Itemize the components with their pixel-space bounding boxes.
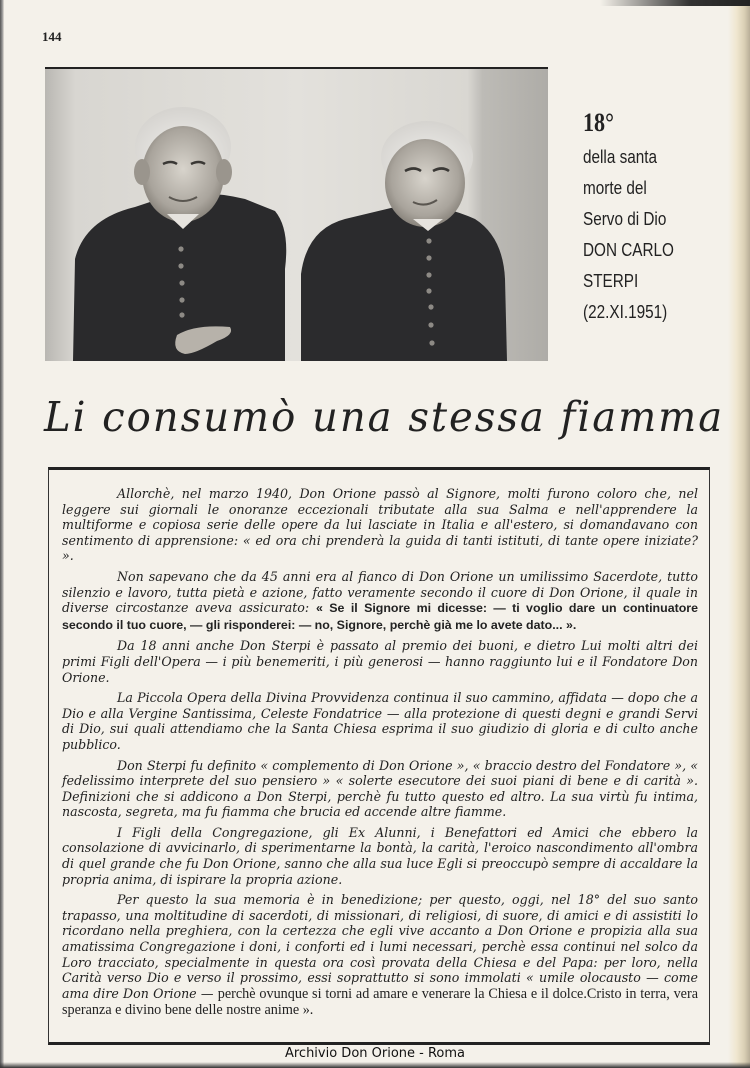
anniversary-number: 18° — [583, 108, 614, 137]
paragraph-bold-quote: « Se il Signore mi dicesse: — ti voglio dare un continuatore secondo il tuo cuore, — gli risponderei: — no, Signore, perchè già me lo avete dato... ». — [62, 601, 698, 632]
caption-line: Servo di Dio — [583, 209, 667, 229]
article-paragraph: I Figli della Congregazione, gli Ex Alunni, i Benefattori ed Amici che ebbero la consolazione di avvicinarlo, di sperimentarne la bontà, la carità, l'eroico nascondimento all'ombra di quel grande che fu Don Orione, sanno che alla sua luce Egli si preoccupò sempre di accaldare la propria anima, di ispirare la propria azione. — [62, 824, 698, 887]
caption-line: STERPI — [583, 271, 639, 291]
photo-illustration — [45, 69, 548, 361]
article-title: Li consumò una stessa fiamma — [44, 393, 725, 441]
caption-line: DON CARLO — [583, 240, 674, 260]
article-paragraph — [62, 569, 698, 633]
scan-top-shadow — [600, 0, 750, 6]
caption-line: (22.XI.1951) — [583, 302, 668, 322]
article-paragraph: Don Sterpi fu definito « complemento di Don Orione », « braccio destro del Fondatore », « fedelissimo interprete del suo pensiero » « solerte esecutore dei suoi piani di bene e di carità ». Definizioni che si addicono a Don Sterpi, perchè fu tutto questo ed altro. La sua virtù fu intima, nascosta, segreta, ma fu fiamma che brucia ed accende altre fiamme. — [62, 757, 698, 820]
article-paragraph: Da 18 anni anche Don Sterpi è passato al premio dei buoni, e dietro Lui molti altri dei primi Figli dell'Opera — i più benemeriti, i più generosi — hanno raggiunto lui e il Fondatore Don Orione. — [62, 638, 698, 685]
page-binding-shadow — [0, 0, 4, 1068]
article-paragraph: Allorchè, nel marzo 1940, Don Orione passò al Signore, molti furono coloro che, nel leggere sui giornali le onoranze eccezionali tributate alla sua Salma e nell'apprendere la multiforme e copiosa serie delle opere da lui lasciate in Italia e all'estero, si domandavano con sentimento di apprensione: « ed ora chi prenderà la guida di tanti istituti, di tante opere iniziate? ». — [62, 486, 698, 564]
article-paragraph: La Piccola Opera della Divina Provvidenza continua il suo cammino, affidata — dopo che a Dio e alla Vergine Santissima, Celeste Fondatrice — alla protezione di questi degni e grandi Servi di Dio, sui quali attendiamo che la Santa Chiesa esprima il suo giudizio di gloria e di culto anche pubblico. — [62, 690, 698, 752]
anniversary-caption — [583, 108, 723, 328]
caption-line: morte del — [583, 178, 647, 198]
article-body — [62, 486, 698, 1024]
archive-footer: Archivio Don Orione - Roma — [284, 1046, 466, 1061]
paragraph-italic-part: Per questo la sua memoria è in benedizione; per questo, oggi, nel 18° del suo santo trapasso, una moltitudine di sacerdoti, di missionari, di religiosi, di suore, di amici e di assistiti lo ricordano nella preghiera, con la certezza che egli vive accanto a Don Orione e propizia alla sua amatissima Congregazione i doni, i conforti ed i lumi necessari, perchè essa continui nel solco da Loro tracciato, specialmente in questa ora così provata della Chiesa e del Papa: per loro, nella Carità verso Dio e verso il prossimo, essi soprattutto si sono immolati « umile olocausto — come ama dire Don Orione — — [62, 892, 698, 1001]
page-curl-edge — [728, 0, 750, 1068]
caption-line: della santa — [583, 147, 658, 167]
paragraph-italic-part: Non sapevano che da 45 anni era al fianco di Don Orione un umilissimo Sacerdote, tutto silenzio e lavoro, tutta pietà e azione, fatto veramente secondo il cuore di Don Orione, il quale in diverse circostanze aveva assicurato: — [62, 568, 698, 616]
article-paragraph — [62, 892, 698, 1019]
page-number: 144 — [42, 29, 62, 44]
paragraph-roman-part: perchè ovunque si torni ad amare e venerare la Chiesa e il dolce.Cristo in terra, vera speranza e divino bene delle nostre anime ». — [62, 985, 698, 1019]
photo-two-priests — [45, 67, 548, 361]
scan-bottom-shadow — [0, 1062, 750, 1068]
